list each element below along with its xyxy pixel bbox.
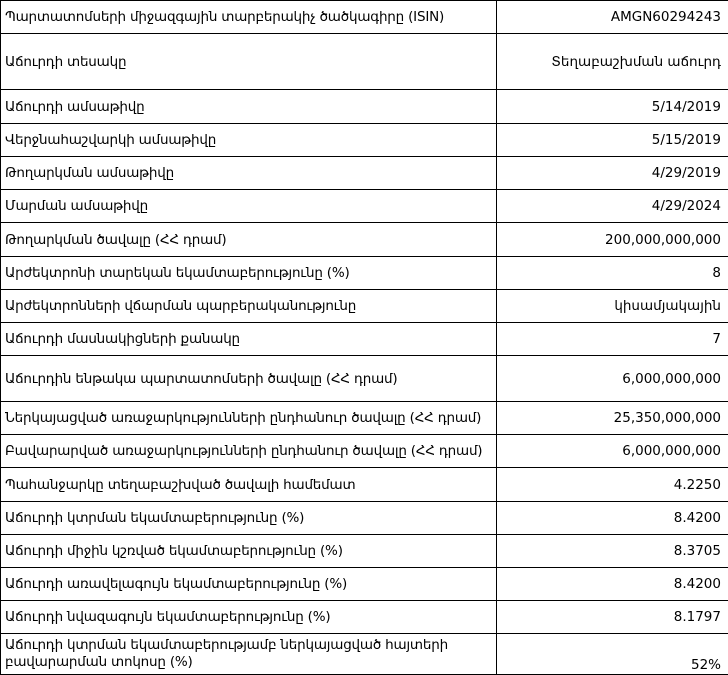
row-label: Աճուրդի մասնակիցների քանակը: [1, 323, 497, 356]
row-value: 200,000,000,000: [497, 223, 728, 257]
row-value: 7: [497, 323, 728, 356]
row-label: Աճուրդի տեսակը: [1, 34, 497, 90]
table-row: [1, 601, 728, 634]
row-value: 6,000,000,000: [497, 356, 728, 402]
table-row: [1, 290, 728, 323]
row-value: 8.4200: [497, 502, 728, 535]
table-row: [1, 634, 728, 675]
row-value: 8.1797: [497, 601, 728, 634]
row-value: 5/14/2019: [497, 90, 728, 124]
row-value: 6,000,000,000: [497, 435, 728, 468]
row-value: 8: [497, 257, 728, 290]
row-label: Արժեկտրոնների վճարման պարբերականությունը: [1, 290, 497, 323]
table-row: [1, 223, 728, 257]
row-value: կիսամյակային: [497, 290, 728, 323]
row-value: 25,350,000,000: [497, 402, 728, 435]
row-label: Աճուրդի առավելագույն եկամտաբերությունը (%): [1, 568, 497, 601]
row-label: Մարման ամսաթիվը: [1, 190, 497, 223]
table-row: [1, 568, 728, 601]
table-row: [1, 34, 728, 90]
row-label: Արժեկտրոնի տարեկան եկամտաբերությունը (%): [1, 257, 497, 290]
row-label: Պարտատոմսերի միջազգային տարբերակիչ ծածկագիրը (ISIN): [1, 1, 497, 34]
table-row: [1, 356, 728, 402]
table-row: [1, 502, 728, 535]
row-label: Աճուրդի նվազագույն եկամտաբերությունը (%): [1, 601, 497, 634]
table-row: [1, 257, 728, 290]
table-row: [1, 323, 728, 356]
row-value: 8.3705: [497, 535, 728, 568]
row-label: Բավարարված առաջարկությունների ընդհանուր ծավալը (ՀՀ դրամ): [1, 435, 497, 468]
table-row: [1, 402, 728, 435]
row-value: 52%: [497, 634, 728, 675]
row-label: Պահանջարկը տեղաբաշխված ծավալի համեմատ: [1, 468, 497, 502]
row-value: 5/15/2019: [497, 124, 728, 157]
table-row: [1, 124, 728, 157]
row-label: Աճուրդի կտրման եկամտաբերությամբ ներկայացված հայտերի բավարարման տոկոսը (%): [1, 634, 497, 675]
table-row: [1, 190, 728, 223]
table-row: [1, 435, 728, 468]
row-value: 4/29/2024: [497, 190, 728, 223]
table-row: [1, 157, 728, 190]
row-label: Աճուրդի միջին կշռված եկամտաբերությունը (%): [1, 535, 497, 568]
row-label: Աճուրդի կտրման եկամտաբերությունը (%): [1, 502, 497, 535]
row-value: 8.4200: [497, 568, 728, 601]
row-label: Վերջնահաշվարկի ամսաթիվը: [1, 124, 497, 157]
row-label: Ներկայացված առաջարկությունների ընդհանուր ծավալը (ՀՀ դրամ): [1, 402, 497, 435]
row-label: Աճուրդի ամսաթիվը: [1, 90, 497, 124]
row-label: Թողարկման ծավալը (ՀՀ դրամ): [1, 223, 497, 257]
table-row: [1, 1, 728, 34]
row-value: AMGN60294243: [497, 1, 728, 34]
row-label: Աճուրդին ենթակա պարտատոմսերի ծավալը (ՀՀ դրամ): [1, 356, 497, 402]
table-row: [1, 90, 728, 124]
row-value: 4/29/2019: [497, 157, 728, 190]
row-value: 4.2250: [497, 468, 728, 502]
table-row: [1, 535, 728, 568]
row-value: Տեղաբաշխման աճուրդ: [497, 34, 728, 90]
row-label: Թողարկման ամսաթիվը: [1, 157, 497, 190]
table-row: [1, 468, 728, 502]
